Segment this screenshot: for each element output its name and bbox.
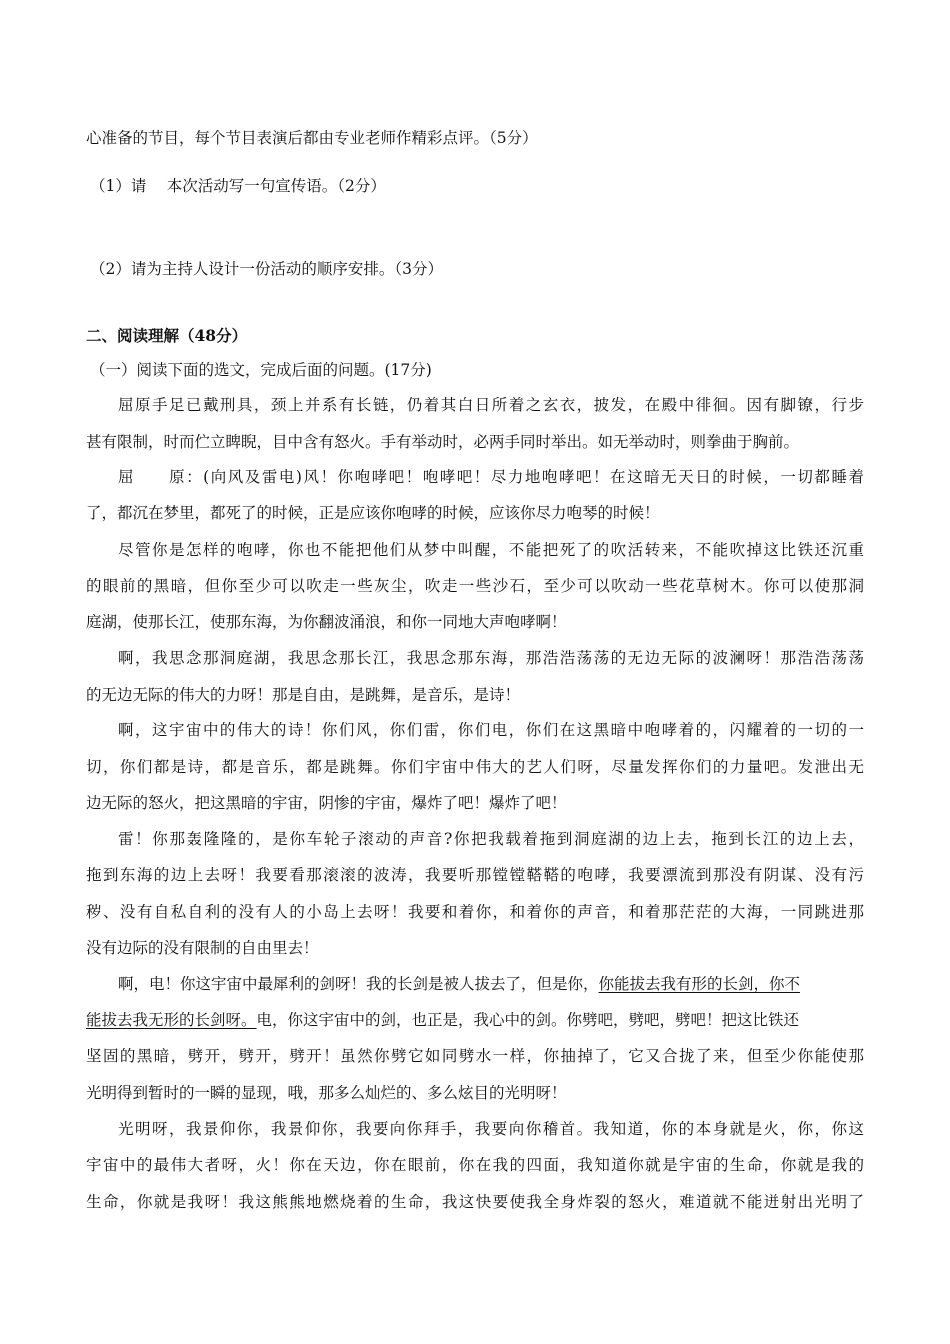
paragraph-6-line-4: 没有边际的没有限制的自由里去！ [86, 939, 319, 957]
paragraph-5-line-3: 边无际的怒火，把这黑暗的宇宙，阴惨的宇宙，爆炸了吧！爆炸了吧！ [86, 794, 567, 812]
paragraph-1-line-2: 甚有限制，时而伫立睥睨，目中含有怒火。手有举动时，必两手同时举出。如无举动时，则拳曲于胸前。 [86, 433, 800, 451]
paragraph-1-line-1: 屈原手足已戴刑具，颈上并系有长链，仍着其白日所着之玄衣，披发，在殿中徘徊。因有脚镣，行步 [118, 396, 864, 414]
paragraph-7-line-1-text: 啊，电！你这宇宙中最犀利的剑呀！我的长剑是被人拔去了，但是你， [118, 975, 599, 993]
underlined-sentence-part-2: 能拔去我无形的长剑呀。 [86, 1011, 257, 1029]
paragraph-7-line-3: 坚固的黑暗，劈开，劈开，劈开！虽然你劈它如同劈水一样，你抽掉了，它又合拢了来，但至少你能使那 [86, 1047, 864, 1065]
question-intro-line: 心准备的节目，每个节目表演后都由专业老师作精彩点评。（5分） [86, 129, 538, 147]
paragraph-5-line-2: 切，你们都是诗，都是音乐，都是跳舞。你们宇宙中伟大的艺人们呀，尽量发挥你们的力量吧。发泄出无 [86, 758, 864, 776]
underlined-sentence-part-1: 你能拔去我有形的长剑，你不 [598, 975, 801, 993]
question-1: （1）请 本次活动写一句宣传语。（2分） [90, 177, 386, 195]
section-title: 二、阅读理解（48分） [86, 326, 248, 345]
paragraph-8-line-2: 宇宙中的最伟大者呀，火！你在天边，你在眼前，你在我的四面，我知道你就是宇宙的生命，你就是我的 [86, 1156, 864, 1174]
sub-section-title: （一）阅读下面的选文，完成后面的问题。(17分) [90, 361, 432, 379]
paragraph-4-line-2: 的无边无际的伟大的力呀！那是自由，是跳舞，是音乐，是诗！ [86, 686, 521, 704]
paragraph-5-line-1: 啊，这宇宙中的伟大的诗！你们风，你们雷，你们电，你们在这黑暗中咆哮着的，闪耀着的一切的一 [118, 721, 864, 739]
paragraph-6-line-3: 秽、没有自私自利的没有人的小岛上去呀！我要和着你，和着你的声音，和着那茫茫的大海，一同跳进那 [86, 903, 864, 921]
paragraph-3-line-2: 的眼前的黑暗，但你至少可以吹走一些灰尘，吹走一些沙石，至少可以吹动一些花草树木。你可以使那洞 [86, 577, 864, 595]
paragraph-7-line-2 [86, 1010, 864, 1030]
paragraph-8-line-3: 生命，你就是我呀！我这熊熊地燃烧着的生命，我这快要使我全身炸裂的怒火，难道就不能迸射出光明了 [86, 1193, 864, 1211]
paragraph-4-line-1: 啊，我思念那洞庭湖，我思念那长江，我思念那东海，那浩浩荡荡的无边无际的波澜呀！那浩浩荡荡 [118, 649, 864, 667]
paragraph-7-line-4: 光明得到暂时的一瞬的显现，哦，那多么灿烂的、多么炫目的光明呀！ [86, 1084, 567, 1102]
paragraph-3-line-1: 尽管你是怎样的咆哮，你也不能把他们从梦中叫醒，不能把死了的吹活转来，不能吹掉这比铁还沉重 [118, 541, 864, 559]
paragraph-7-line-2-text: 电，你这宇宙中的剑，也正是，我心中的剑。你劈吧，劈吧，劈吧！把这比铁还 [256, 1011, 800, 1029]
paragraph-6-line-1: 雷！你那轰隆隆的，是你车轮子滚动的声音?你把我载着拖到洞庭湖的边上去，拖到长江的边上去， [118, 830, 864, 848]
question-2: （2）请为主持人设计一份活动的顺序安排。（3分） [90, 260, 443, 278]
paragraph-6-line-2: 拖到东海的边上去呀！我要看那滚滚的波涛，我要听那镗镗鞳鞳的咆哮，我要漂流到那没有阴谋、没有污 [86, 866, 864, 884]
paragraph-2-line-2: 了，都沉在梦里，都死了的时候，正是应该你咆哮的时候，应该你尽力咆琴的时候！ [86, 504, 660, 522]
paragraph-2-line-1: 屈 原：(向风及雷电)风！你咆哮吧！咆哮吧！尽力地咆哮吧！在这暗无天日的时候，一切都睡着 [118, 468, 864, 486]
paragraph-8-line-1: 光明呀，我景仰你，我景仰你，我要向你拜手，我要向你稽首。我知道，你的本身就是火，你，你这 [118, 1120, 864, 1138]
paragraph-7-line-1 [118, 974, 864, 994]
paragraph-3-line-3: 庭湖，使那长江，使那东海，为你翻波涌浪，和你一同地大声咆哮啊！ [86, 613, 567, 631]
